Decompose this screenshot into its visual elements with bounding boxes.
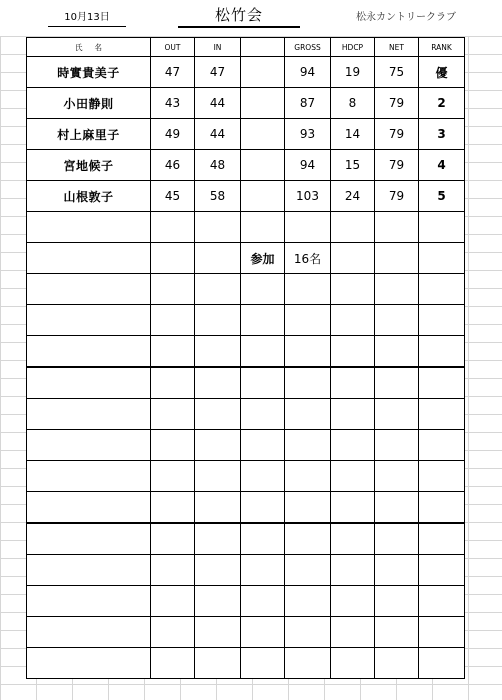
cell-out: 43 [151,88,195,119]
col-header-out: OUT [151,38,195,57]
cell-blank [241,57,285,88]
cell-name [27,399,151,430]
cell-rank [419,274,465,305]
event-title: 松竹会 [178,4,300,28]
cell-name [27,274,151,305]
cell-in [195,399,241,430]
cell-blank [241,274,285,305]
table-row [27,617,465,648]
cell-net [375,492,419,524]
cell-hdcp [331,617,375,648]
cell-blank [241,119,285,150]
table-row [27,274,465,305]
cell-out [151,461,195,492]
cell-gross [285,399,331,430]
cell-in [195,243,241,274]
col-header-gross: GROSS [285,38,331,57]
cell-rank [419,430,465,461]
cell-hdcp [331,274,375,305]
cell-out [151,274,195,305]
cell-rank [419,555,465,586]
cell-out [151,212,195,243]
cell-hdcp [331,461,375,492]
cell-hdcp [331,243,375,274]
cell-hdcp [331,399,375,430]
cell-in [195,648,241,679]
club-name: 松永カントリークラブ [356,12,456,23]
table-row [27,367,465,399]
cell-blank [241,586,285,617]
cell-gross [285,617,331,648]
table-row [27,181,465,212]
col-header-name: 氏名 [27,38,151,57]
table-row [27,150,465,181]
cell-gross [285,586,331,617]
cell-out [151,617,195,648]
cell-out: 47 [151,57,195,88]
cell-hdcp [331,305,375,336]
cell-net [375,367,419,399]
cell-name [27,461,151,492]
table-row [27,586,465,617]
cell-blank [241,461,285,492]
cell-net: 79 [375,181,419,212]
table-row [27,119,465,150]
cell-name: 村上麻里子 [27,119,151,150]
cell-rank [419,212,465,243]
cell-gross [285,555,331,586]
cell-rank [419,461,465,492]
cell-gross [285,492,331,524]
cell-net [375,274,419,305]
cell-rank [419,336,465,368]
cell-hdcp [331,586,375,617]
cell-hdcp [331,336,375,368]
cell-gross: 87 [285,88,331,119]
cell-rank [419,523,465,555]
cell-gross: 93 [285,119,331,150]
table-row [27,399,465,430]
cell-net [375,212,419,243]
cell-name [27,523,151,555]
cell-blank [241,555,285,586]
cell-name [27,617,151,648]
cell-gross [285,305,331,336]
cell-blank [241,212,285,243]
cell-hdcp: 14 [331,119,375,150]
cell-name [27,367,151,399]
cell-hdcp [331,648,375,679]
cell-rank: 優 [419,57,465,88]
cell-net [375,555,419,586]
cell-out: 49 [151,119,195,150]
cell-in [195,461,241,492]
cell-in [195,212,241,243]
cell-in: 44 [195,119,241,150]
table-row [27,461,465,492]
cell-out [151,648,195,679]
cell-rank: 3 [419,119,465,150]
cell-hdcp: 19 [331,57,375,88]
cell-net: 79 [375,150,419,181]
cell-gross [285,367,331,399]
cell-gross [285,430,331,461]
cell-name: 時實貴美子 [27,57,151,88]
cell-in: 44 [195,88,241,119]
table-row [27,212,465,243]
cell-name: 宮地候子 [27,150,151,181]
cell-name [27,586,151,617]
table-row [27,243,465,274]
cell-blank [241,336,285,368]
cell-rank [419,305,465,336]
cell-blank [241,399,285,430]
cell-gross: 103 [285,181,331,212]
cell-out [151,555,195,586]
event-date: 10月13日 [48,10,126,27]
cell-blank [241,305,285,336]
cell-gross [285,461,331,492]
cell-rank [419,617,465,648]
cell-blank: 参加 [241,243,285,274]
table-row [27,492,465,524]
cell-hdcp: 8 [331,88,375,119]
cell-name [27,430,151,461]
table-row [27,523,465,555]
cell-rank [419,399,465,430]
cell-hdcp [331,492,375,524]
cell-name [27,555,151,586]
cell-in [195,617,241,648]
cell-net: 79 [375,119,419,150]
cell-name [27,648,151,679]
cell-out [151,586,195,617]
table-row [27,648,465,679]
cell-hdcp [331,523,375,555]
table-row [27,555,465,586]
cell-name: 小田静則 [27,88,151,119]
cell-blank [241,367,285,399]
cell-in [195,523,241,555]
cell-net [375,336,419,368]
cell-net: 75 [375,57,419,88]
cell-in [195,586,241,617]
cell-out [151,243,195,274]
cell-net [375,399,419,430]
cell-out [151,367,195,399]
cell-hdcp: 24 [331,181,375,212]
cell-hdcp [331,555,375,586]
sheet-header [0,0,502,36]
col-header-rank: RANK [419,38,465,57]
cell-gross: 94 [285,150,331,181]
cell-net [375,617,419,648]
cell-in: 47 [195,57,241,88]
cell-hdcp [331,212,375,243]
cell-name [27,492,151,524]
cell-rank [419,367,465,399]
cell-name: 山根敦子 [27,181,151,212]
cell-out [151,492,195,524]
cell-out [151,336,195,368]
cell-in [195,305,241,336]
cell-out [151,523,195,555]
cell-in [195,555,241,586]
cell-gross [285,648,331,679]
cell-gross [285,523,331,555]
cell-out: 46 [151,150,195,181]
cell-net [375,523,419,555]
table-row [27,336,465,368]
cell-out [151,399,195,430]
cell-net [375,430,419,461]
cell-blank [241,181,285,212]
col-header-hdcp: HDCP [331,38,375,57]
cell-out: 45 [151,181,195,212]
cell-out [151,305,195,336]
table-row [27,430,465,461]
cell-blank [241,150,285,181]
col-header-in: IN [195,38,241,57]
cell-net [375,648,419,679]
cell-in [195,367,241,399]
cell-name [27,212,151,243]
header-row [27,38,465,57]
cell-rank [419,492,465,524]
col-header-blank [241,38,285,57]
cell-gross: 94 [285,57,331,88]
cell-name [27,336,151,368]
cell-rank [419,648,465,679]
cell-in: 58 [195,181,241,212]
cell-rank: 5 [419,181,465,212]
cell-blank [241,88,285,119]
cell-in: 48 [195,150,241,181]
cell-hdcp [331,367,375,399]
cell-net [375,586,419,617]
cell-rank: 4 [419,150,465,181]
cell-in [195,492,241,524]
cell-in [195,274,241,305]
cell-rank [419,586,465,617]
cell-net [375,461,419,492]
cell-out [151,430,195,461]
cell-blank [241,523,285,555]
cell-blank [241,430,285,461]
cell-net: 79 [375,88,419,119]
cell-rank [419,243,465,274]
table-row [27,57,465,88]
score-table [26,37,465,679]
cell-in [195,430,241,461]
cell-gross: 16名 [285,243,331,274]
cell-gross [285,336,331,368]
cell-blank [241,492,285,524]
col-header-net: NET [375,38,419,57]
cell-rank: 2 [419,88,465,119]
table-row [27,88,465,119]
cell-in [195,336,241,368]
cell-name [27,305,151,336]
table-row [27,305,465,336]
cell-blank [241,617,285,648]
cell-name [27,243,151,274]
cell-gross [285,212,331,243]
cell-blank [241,648,285,679]
cell-hdcp [331,430,375,461]
cell-net [375,243,419,274]
cell-gross [285,274,331,305]
cell-hdcp: 15 [331,150,375,181]
cell-net [375,305,419,336]
